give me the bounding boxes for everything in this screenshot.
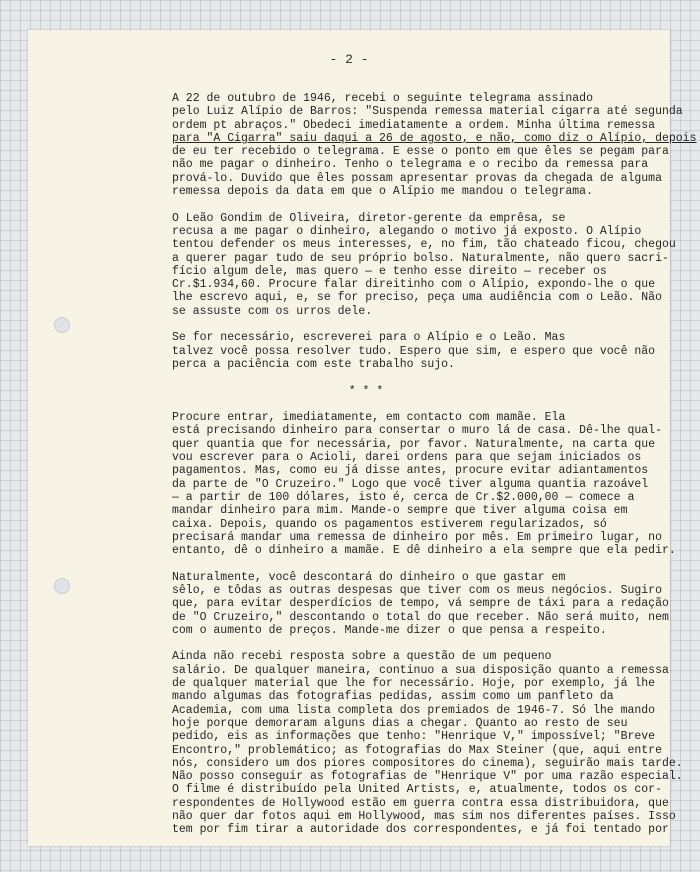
text-line: Ainda não recebi resposta sobre a questão de um pequeno	[172, 650, 552, 664]
text-line: perca a paciência com este trabalho sujo.	[172, 357, 455, 371]
text-line: tem por fim tirar a autoridade dos correspondentes, e já foi tentado por	[172, 823, 669, 837]
text-line: pagamentos. Mas, como eu já disse antes, procure evitar adiantamentos	[172, 464, 649, 478]
text-line: Encontro," problemático; as fotografias do Max Steiner (que, aqui entre	[172, 743, 662, 757]
text-line: salário. De qualquer maneira, continuo a sua disposição quanto a remessa	[172, 663, 669, 677]
text-line: quer quantia que for necessária, por favor. Naturalmente, na carta que	[172, 437, 656, 451]
text-line: não quer dar fotos aqui em Hollywood, mas sim nos diferentes países. Isso	[172, 810, 676, 824]
text-line: da parte de "O Cruzeiro." Logo que você tiver alguma quantia razoável	[172, 477, 649, 491]
text-line: a querer pagar tudo de seu próprio bolso. Naturalmente, não quero sacri-	[172, 251, 669, 265]
text-line: Não posso conseguir as fotografias de "Henrique V" por uma razão especial.	[172, 770, 683, 784]
text-line: ordem pt abraços." Obedeci imediatamente a ordem. Minha última remessa	[172, 118, 656, 132]
text-line: — a partir de 100 dólares, isto é, cerca de Cr.$2.000,00 — comece a	[172, 490, 635, 504]
binder-hole-top	[54, 317, 70, 333]
text-line: pedido, eis as informações que tenho: "Henrique V," impossível; "Breve	[172, 730, 656, 744]
text-line: Academia, com uma lista completa dos premiados de 1946-7. Só lhe mando	[172, 703, 656, 717]
text-line: de "O Cruzeiro," descontando o total do que receber. Não será muito, nem	[172, 610, 669, 624]
paragraph-3	[80, 331, 656, 371]
text-line: pelo Luiz Alípio de Barros: "Suspenda remessa material cigarra até segunda	[172, 105, 683, 119]
text-line: talvez você possa resolver tudo. Espero que sim, e espero que você não	[172, 344, 656, 358]
letter-body	[80, 92, 697, 850]
text-line: O Leão Gondim de Oliveira, diretor-gerente da emprêsa, se	[172, 211, 566, 225]
text-line: não me pagar o dinheiro. Tenho o telegrama e o recibo da remessa para	[172, 158, 649, 172]
text-line: mando algumas das fotografias pedidas, assim como um panfleto da	[172, 690, 614, 704]
text-line: entanto, dê o dinheiro a mamãe. E dê dinheiro a ela sempre que ela pedir.	[172, 544, 676, 558]
text-line: Se for necessário, escreverei para o Alípio e o Leão. Mas	[172, 331, 566, 345]
text-line: se assuste com os urros dele.	[172, 304, 373, 318]
text-line: remessa depois da data em que o Alípio me mandou o telegrama.	[172, 185, 593, 199]
text-line: tentou defender os meus interesses, e, no fim, tão chateado ficou, chegou	[172, 238, 676, 252]
page-number: - 2 -	[329, 52, 369, 67]
text-line: vou escrever para o Acioli, darei ordens para que sejam iniciados os	[172, 451, 642, 465]
underlined-line: para "A Cigarra" saiu daqui a 26 de agosto, e não, como diz o Alípio, depois	[172, 131, 697, 145]
paragraph-6	[80, 650, 683, 837]
text-line: com o aumento de preços. Mande-me dizer o que pensa a respeito.	[172, 623, 607, 637]
text-line: O filme é distribuído pela United Artists, e, atualmente, todos os cor-	[172, 783, 662, 797]
text-line: sêlo, e tôdas as outras despesas que tiver com os meus negócios. Sugiro	[172, 583, 662, 597]
text-line: precisará mandar uma remessa de dinheiro por mês. Em primeiro lugar, no	[172, 530, 662, 544]
paragraph-4	[80, 411, 676, 558]
paragraph-5	[80, 570, 669, 637]
paragraph-1	[80, 92, 697, 199]
text-line: de eu ter recebido o telegrama. E esse o ponto em que êles se pegam para	[172, 145, 669, 159]
paragraph-2	[80, 211, 676, 318]
text-line: lhe escrevo aqui, e, se for preciso, peça uma audiência com o Leão. Não	[172, 291, 662, 305]
text-line: nós, considero um dos piores compositores do cinema), seguirão mais tarde.	[172, 756, 683, 770]
text-line: que, para evitar desperdícios de tempo, vá sempre de táxi para a redação	[172, 597, 669, 611]
text-line: está precisando dinheiro para consertar o muro lá de casa. Dê-lhe qual-	[172, 424, 662, 438]
binder-hole-bottom	[54, 578, 70, 594]
text-line: de qualquer material que lhe for necessário. Hoje, por exemplo, já lhe	[172, 677, 656, 691]
text-line: caixa. Depois, quando os pagamentos estiverem regularizados, só	[172, 517, 607, 531]
text-line: Procure entrar, imediatamente, em contacto com mamãe. Ela	[172, 411, 566, 425]
letter-page	[28, 30, 697, 846]
text-line: respondentes de Hollywood estão em guerra contra essa distribuidora, que	[172, 796, 669, 810]
text-line: mandar dinheiro para mim. Mande-o sempre que tiver alguma coisa em	[172, 504, 628, 518]
text-line: prová-lo. Duvido que êles possam apresentar provas da chegada de alguma	[172, 171, 662, 185]
text-line: recusa a me pagar o dinheiro, alegando o motivo já exposto. O Alípio	[172, 224, 642, 238]
text-line: A 22 de outubro de 1946, recebi o seguinte telegrama assinado	[172, 92, 593, 105]
text-line: hoje porque demoraram alguns dias a chegar. Quanto ao resto de seu	[172, 716, 628, 730]
section-separator: * * *	[348, 384, 384, 398]
text-line: Cr.$1.934,60. Procure falar direitinho com o Alípio, expondo-lhe o que	[172, 278, 656, 292]
text-line: Naturalmente, você descontará do dinheiro o que gastar em	[172, 570, 566, 584]
text-line: fício algum dele, mas quero — e tenho esse direito — receber os	[172, 264, 607, 278]
